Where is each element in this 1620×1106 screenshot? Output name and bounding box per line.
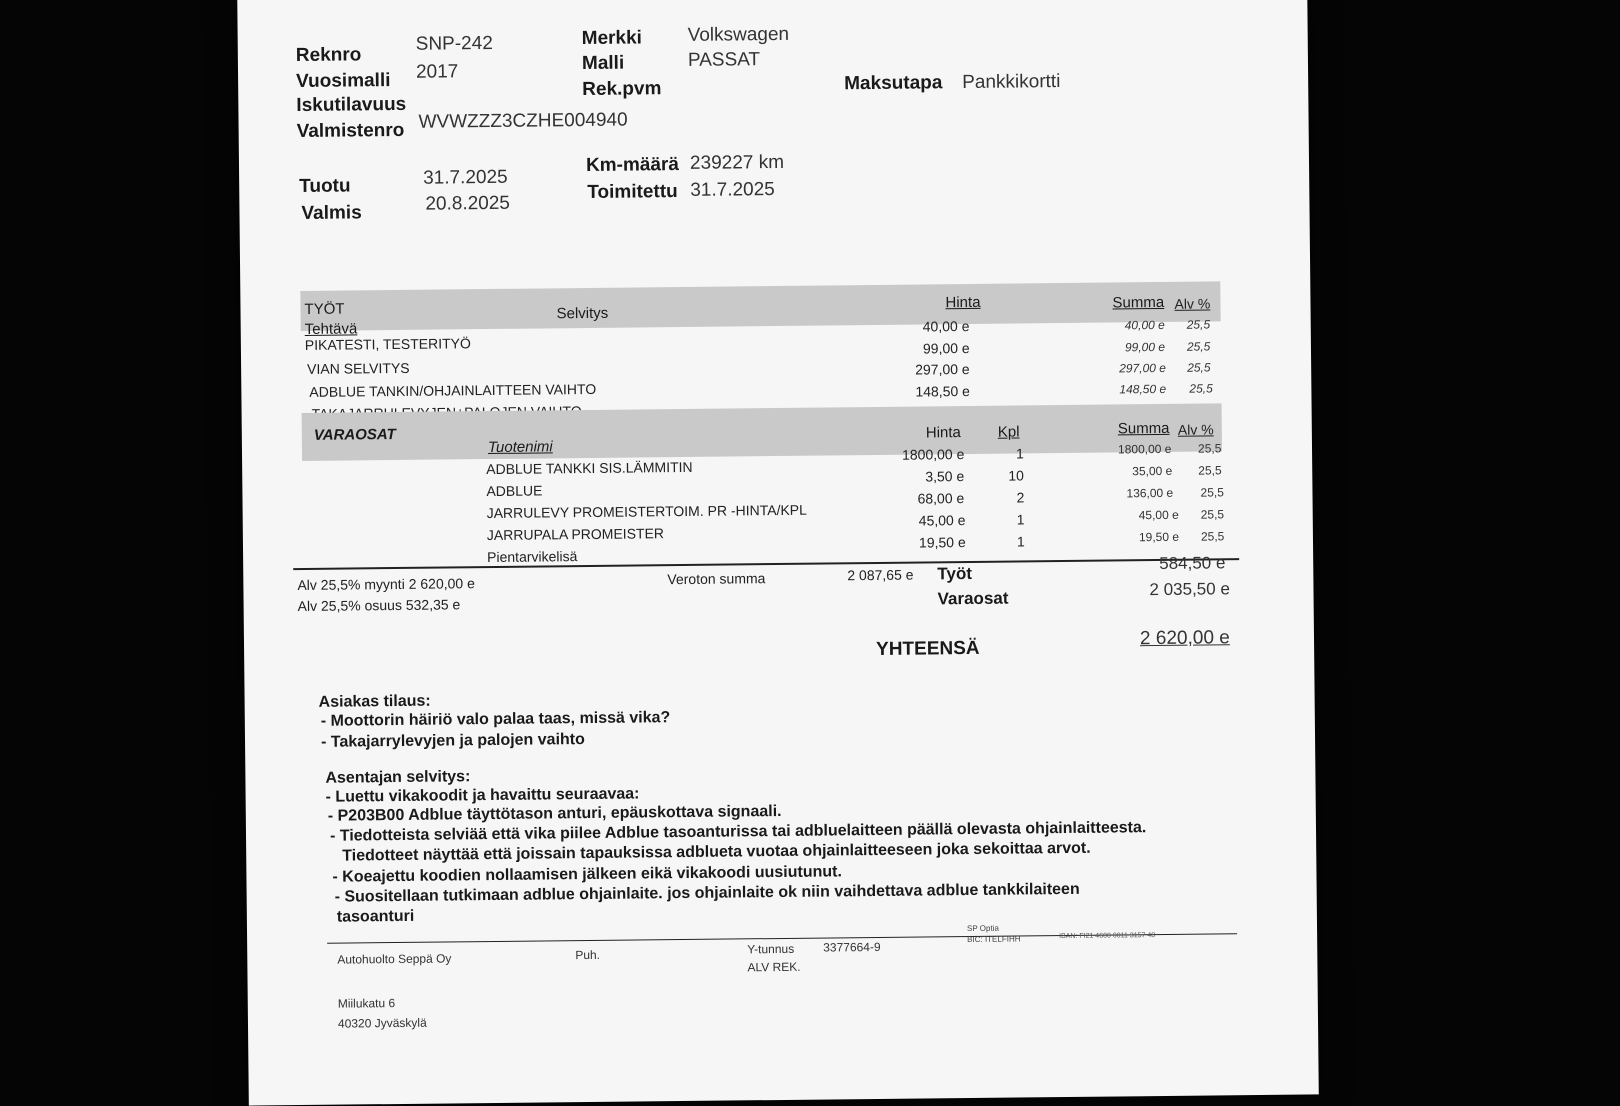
km-value: 239227 km (689, 151, 785, 174)
varaosat-row-1-kpl: 1 (1015, 445, 1024, 462)
valmistenro-value: WVWZZZ3CZHE004940 (418, 109, 628, 133)
asentaja-line-2: - P203B00 Adblue täyttötason anturi, epäuskottava signaali. (327, 802, 782, 825)
asentaja-line-4: Tiedotteet näyttää että joissain tapauksissa adblueta vuotaa ohjainlaitteeseen joka sekoittaa arvot. (342, 839, 1091, 865)
varaosat-row-4-summa: 45,00 e (1138, 507, 1179, 523)
varaosat-row-4-hinta: 45,00 e (918, 512, 966, 529)
km-label: Km-määrä (585, 154, 680, 176)
tyot-row-2-alv: 25,5 (1186, 339, 1211, 354)
valmistenro-label: Valmistenro (296, 119, 405, 143)
tyot-row-4-alv: 25,5 (1189, 381, 1213, 396)
tyot-total-value: 584,50 e (1159, 553, 1226, 574)
company-name: Autohuolto Seppä Oy (337, 951, 452, 967)
varaosat-title: VARAOSAT (313, 425, 396, 444)
tyot-row-2-summa: 99,00 e (1124, 339, 1166, 355)
iskutilavuus-label: Iskutilavuus (296, 93, 407, 117)
varaosat-row-3-hinta: 68,00 e (917, 490, 965, 507)
varaosat-row-5-summa: 19,50 e (1138, 529, 1180, 545)
malli-label: Malli (581, 52, 625, 75)
bank-name: SP Optia (966, 923, 999, 934)
alv-osuus: Alv 25,5% osuus 532,35 e (297, 596, 461, 615)
alvrek-label: ALV REK. (747, 959, 801, 975)
varaosat-row-1-name: ADBLUE TANKKI SIS.LÄMMITIN (486, 458, 693, 478)
varaosat-col-summa: Summa (1117, 419, 1170, 438)
varaosat-total-label: Varaosat (937, 588, 1009, 609)
tyot-col-hinta: Hinta (945, 293, 981, 312)
varaosat-row-3-kpl: 2 (1016, 489, 1025, 506)
ytunnus-value: 3377664-9 (823, 939, 881, 955)
varaosat-row-3-summa: 136,00 e (1126, 485, 1174, 501)
receipt-paper (237, 0, 1319, 1106)
tyot-row-1-summa: 40,00 e (1124, 317, 1165, 333)
tuotu-label: Tuotu (299, 175, 351, 197)
varaosat-row-2-summa: 35,00 e (1132, 463, 1173, 479)
varaosat-row-4-kpl: 1 (1016, 511, 1025, 528)
yhteensa-label: YHTEENSÄ (875, 637, 980, 660)
veroton-label: Veroton summa (667, 570, 766, 588)
tyot-row-4-summa: 148,50 e (1119, 381, 1167, 397)
street-address: Miilukatu 6 (337, 996, 396, 1011)
asiakas-line-2: - Takajarrylevyjen ja palojen vaihto (320, 731, 585, 751)
tyot-row-4-hinta: 148,50 e (915, 382, 970, 400)
toimitettu-label: Toimitettu (587, 181, 678, 203)
bic: BIC: ITELFIHH (967, 934, 1021, 945)
varaosat-row-2-hinta: 3,50 e (925, 468, 965, 485)
varaosat-row-1-summa: 1800,00 e (1117, 441, 1172, 457)
varaosat-row-4-name: JARRUPALA PROMEISTER (486, 525, 665, 544)
varaosat-row-3-name: JARRULEVY PROMEISTERTOIM. PR -HINTA/KPL (486, 501, 807, 522)
vuosimalli-label: Vuosimalli (296, 70, 391, 93)
valmis-label: Valmis (301, 202, 362, 224)
tyot-header-band (300, 281, 1220, 331)
tyot-col-selvitys: Selvitys (556, 304, 609, 323)
varaosat-col-tuotenimi: Tuotenimi (487, 438, 553, 457)
tyot-row-1-hinta: 40,00 e (922, 317, 970, 335)
varaosat-row-1-alv: 25,5 (1197, 441, 1222, 456)
iban: IBAN: FI21 4600 0011 3157 48 (1059, 932, 1156, 941)
valmis-value: 20.8.2025 (425, 192, 511, 215)
tyot-row-3-alv: 25,5 (1187, 360, 1211, 375)
varaosat-col-kpl: Kpl (997, 423, 1020, 441)
tyot-row-2-hinta: 99,00 e (922, 339, 970, 357)
rekpvm-label: Rek.pvm (582, 78, 662, 101)
reknro-value: SNP-242 (415, 32, 493, 55)
varaosat-row-2-kpl: 10 (1008, 467, 1024, 484)
asentaja-line-3: - Tiedotteista selviää että vika piilee Adblue tasoanturissa tai adbluelaitteen päällä olevasta ohjainlaitteesta. (329, 819, 1147, 845)
phone-label: Puh. (575, 947, 601, 963)
varaosat-col-alv: Alv % (1177, 421, 1214, 438)
tyot-title: TYÖT (304, 300, 345, 318)
varaosat-row-2-alv: 25,5 (1198, 463, 1222, 478)
varaosat-row-5-kpl: 1 (1016, 533, 1025, 550)
malli-value: PASSAT (687, 49, 761, 71)
reknro-label: Reknro (295, 44, 362, 67)
merkki-value: Volkswagen (687, 23, 790, 46)
totals-divider (293, 558, 1239, 570)
asiakas-line-1: - Moottorin häiriö valo palaa taas, missä vika? (320, 709, 671, 730)
vuosimalli-value: 2017 (415, 61, 459, 83)
asentaja-line-1: - Luettu vikakoodit ja havaittu seuraavaa: (325, 785, 640, 806)
varaosat-header-band (302, 403, 1222, 461)
tyot-row-2-desc: VIAN SELVITYS (307, 359, 410, 377)
maksutapa-value: Pankkikortti (962, 71, 1061, 94)
varaosat-row-2-name: ADBLUE (486, 482, 543, 500)
tyot-total-label: Työt (937, 563, 973, 584)
varaosat-row-5-alv: 25,5 (1200, 529, 1225, 544)
ytunnus-label: Y-tunnus (747, 941, 795, 957)
varaosat-col-hinta: Hinta (925, 424, 961, 442)
yhteensa-value: 2 620,00 e (1139, 627, 1230, 650)
tuotu-value: 31.7.2025 (423, 166, 508, 189)
asentaja-line-7: tasoanturi (336, 907, 415, 926)
tyot-row-1-alv: 25,5 (1186, 317, 1211, 332)
asentaja-line-6: - Suositellaan tutkimaan adblue ohjainlaite. jos ohjainlaite ok niin vaihdettava adblue tankkilaiteen (334, 880, 1080, 906)
varaosat-row-1-hinta: 1800,00 e (901, 446, 965, 463)
alv-myynti: Alv 25,5% myynti 2 620,00 e (297, 575, 475, 594)
varaosat-row-5-hinta: 19,50 e (918, 534, 966, 551)
tyot-row-3-summa: 297,00 e (1119, 360, 1166, 376)
maksutapa-label: Maksutapa (844, 72, 943, 95)
tyot-row-3-desc: ADBLUE TANKIN/OHJAINLAITTEEN VAIHTO (309, 380, 597, 400)
varaosat-row-3-alv: 25,5 (1200, 485, 1224, 500)
asiakas-title: Asiakas tilaus: (318, 692, 431, 711)
varaosat-row-5-name: Pientarvikelisä (487, 548, 578, 566)
tyot-col-tehtava: Tehtävä (304, 320, 358, 338)
tyot-row-3-hinta: 297,00 e (915, 360, 970, 378)
varaosat-total-value: 2 035,50 e (1149, 579, 1230, 600)
toimitettu-value: 31.7.2025 (690, 179, 775, 201)
postal-address: 40320 Jyväskylä (337, 1015, 427, 1031)
tyot-col-alv: Alv % (1174, 295, 1211, 312)
veroton-value: 2 087,65 e (847, 566, 914, 584)
varaosat-row-4-alv: 25,5 (1200, 507, 1225, 522)
tyot-col-summa: Summa (1112, 293, 1165, 312)
asentaja-title: Asentajan selvitys: (325, 768, 471, 787)
tyot-row-1-desc: PIKATESTI, TESTERITYÖ (304, 335, 471, 353)
asentaja-line-5: - Koeajettu koodien nollaamisen jälkeen eikä vikakoodi uusiutunut. (332, 863, 842, 886)
merkki-label: Merkki (581, 27, 642, 50)
